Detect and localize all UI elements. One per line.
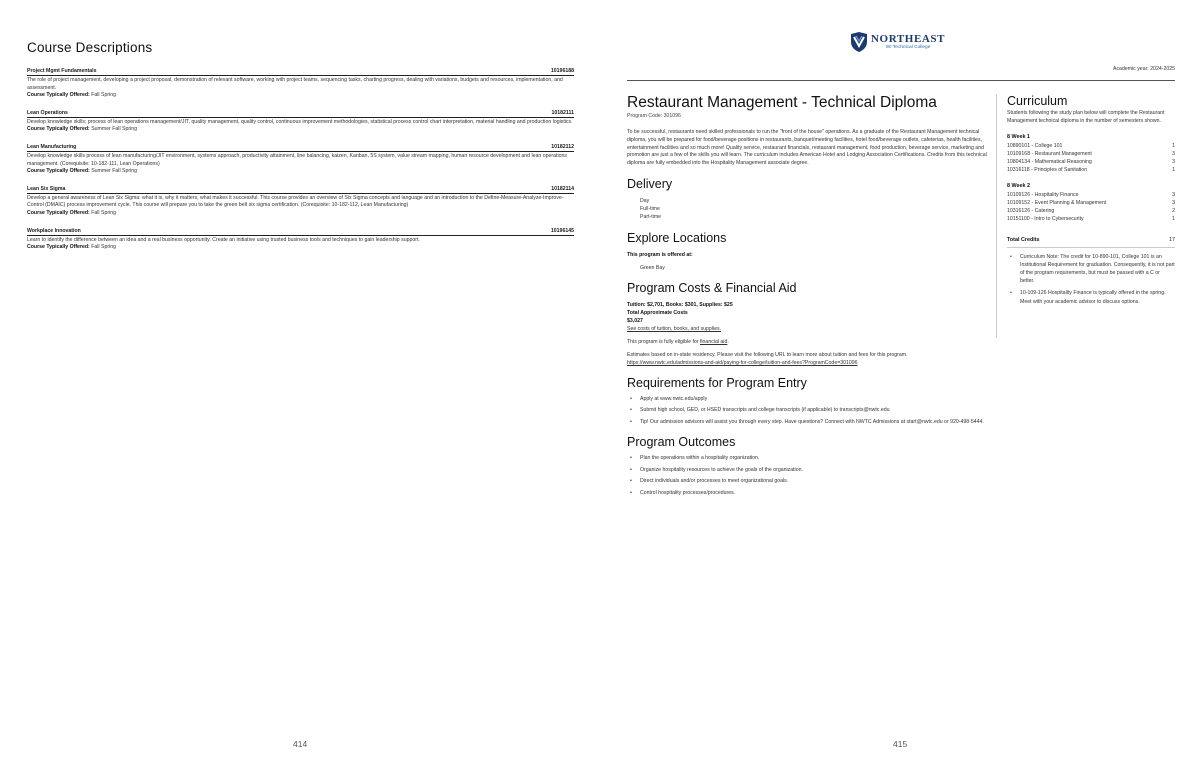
term-heading: 8 Week 1 [1007,134,1030,140]
curriculum-notes [1007,253,1175,306]
estimates-note: Estimates based on in-state residency. Please visit the following URL to learn more about tuition and fees for this program. [627,351,908,358]
curriculum-intro: Students following the study plan below will complete the Restaurant Management technical diploma in the number of semesters shown. [1007,110,1165,124]
financial-aid-link[interactable]: financial aid [699,338,728,345]
course-credits: 1 [1172,216,1175,223]
curriculum-heading: Curriculum [1007,94,1068,108]
requirements-heading: Requirements for Program Entry [627,375,807,390]
offered-terms: Fall Spring [91,92,116,99]
curriculum-note: • 10-109-126 Hospitality Finance is typically offered in the spring. Meet with your academic advisor to discuss options. [1007,289,1175,305]
course-code: 10182111 [551,109,574,116]
course-credits: 3 [1172,191,1175,198]
course-header [27,186,574,194]
curriculum-course-row [1007,158,1175,166]
requirement-item: • Tip! Our admission advisors will assist you through every step. Have questions? Connect with NWTC Admissions at start@nwtc.edu or 920-498-5444. [627,419,987,427]
course-offered [27,168,574,176]
course-offered [27,210,574,218]
delivery-item: Day [640,197,650,204]
course-header [27,144,574,152]
course-title: 10109126 - Hospitality Finance [1007,191,1079,198]
course-offered [27,244,574,252]
requirement-item: • Apply at www.nwtc.edu/apply [627,396,987,404]
college-logo [850,31,945,53]
curriculum-note: • Curriculum Note: The credit for 10-890-101, College 101 is an Institutional Requirement for graduation. Consequently, it is not part of the program requirements, but must be passed with a C or better. [1007,253,1175,286]
course-name: Project Mgmt Fundamentals [27,68,97,74]
course-title: 10316126 - Catering [1007,208,1055,215]
course-list [27,68,574,262]
course-name: Workplace Innovation [27,227,81,234]
course-header [27,228,574,236]
outcome-item: • Organize hospitality resources to achieve the goals of the organization. [627,467,987,475]
total-costs-label: Total Approximate Costs [627,309,688,316]
requirements-list [627,396,987,427]
costs-breakdown: Tuition: $2,701, Books: $301, Supplies: $25 [627,301,733,308]
curriculum-course-row [1007,199,1175,207]
course-entry [27,144,574,176]
right-page [600,0,1200,776]
curriculum-course-row [1007,150,1175,158]
course-entry [27,68,574,100]
course-description: The role of project management, developing a project proposal, demonstration of relevant software, working with project teams, sequencing tasks, charting progress, dealing with variations, budgets and resources, implementation, and assessment. [27,77,563,91]
course-credits: 1 [1172,142,1175,149]
course-description: Learn to identify the difference between an idea and a real business opportunity. Create an initiative using trusted business tools and techniques to gain leadership support. [27,236,420,243]
course-description: Develop knowledge skills; process of lean operations management/JIT, quality management, quality control, continuous improvement methodologies, statistical process control chart interpretation, material handling and production logistics. [27,118,573,125]
delivery-heading: Delivery [627,176,673,191]
delivery-item: Full-time [640,206,660,213]
course-credits: 2 [1172,208,1175,215]
total-credits-label: Total Credits [1007,236,1040,243]
page-title: Course Descriptions [27,40,153,55]
offered-label: Course Typically Offered: [27,244,90,251]
course-description: Develop a general awareness of Lean Six Sigma: what it is, why it matters, what makes it successful. This course provides an overview of Six Sigma concepts and language and an introduction to the Define-Measure-Analyze-Improve-Control (DMAIC) process improvement cycle. This course will prepare you to take the green belt six sigma certification. (Corequisite: 10-182-112, Lean Manufacturing) [27,194,564,209]
delivery-list [640,197,987,222]
financial-aid-suffix: . [727,338,729,345]
course-name: Lean Manufacturing [27,143,77,150]
delivery-item: Part-time [640,214,662,221]
offered-terms: Fall Spring [91,244,116,251]
course-title: 10109152 - Event Planning & Management [1007,200,1107,207]
offered-label: Course Typically Offered: [27,92,90,99]
course-offered [27,92,574,100]
costs-heading: Program Costs & Financial Aid [627,280,797,295]
locations-list [640,264,987,272]
outcome-item: • Control hospitality processes/procedures. [627,490,987,498]
costs-link[interactable]: See costs of tuition, books, and supplies. [627,325,722,332]
outcomes-heading: Program Outcomes [627,435,736,450]
financial-aid-prefix: This program is fully eligible for [627,338,700,345]
locations-heading: Explore Locations [627,230,727,245]
outcomes-list [627,455,987,497]
course-title: 10804134 - Mathematical Reasoning [1007,158,1092,165]
course-entry [27,228,574,252]
total-costs-value: $3,027 [627,317,643,324]
tuition-url-link[interactable]: https://www.nwtc.edu/admissions-and-aid/paying-for-college/tuition-and-fees?ProgramCode=301096 [627,359,858,366]
course-description: Develop knowledge skills process of lean manufacturing/JIT environment, systems approach, productivity attainment, line balancing, kaizen, Kanban, 5S system, value stream mapping, human resource development and lean operations management. (Corequisite: 10-182-111, Lean Operations) [27,152,567,167]
term-heading: 8 Week 2 [1007,183,1030,190]
program-code: Program Code: 301096 [627,113,681,119]
offered-label: Course Typically Offered: [27,168,90,175]
shield-logo-icon [850,31,868,53]
academic-year: Academic year: 2024-2025 [1113,66,1175,72]
course-credits: 3 [1172,150,1175,157]
program-main-column [627,94,987,501]
total-credits-row [1007,236,1175,248]
course-credits: 3 [1172,200,1175,207]
program-intro: To be successful, restaurants need skilled professionals to run the "front of the house" operations. As a graduate of the Restaurant Management technical diploma, you will be prepared for food/beverage positions in restaurants, banquet/meeting facilities, hotel food/beverage outlets, cafeterias, health facilities, entertainment facilities and so much more! Quality service, restaurant financials, restaurant management, food production, beverage service, marketing and promotion are just a few of the skills you will learn. The curriculum includes American Hotel and Lodging Association Certifications. Credits from this technical diploma are fully embedded into the Hospitality Management associate degree. [627,129,987,167]
requirement-item: • Submit high school, GED, or HSED transcripts and college transcripts (if applicable) to transcripts@nwtc.edu [627,407,987,415]
course-name: Lean Six Sigma [27,185,66,192]
curriculum-course-row [1007,142,1175,150]
page-number: 415 [893,739,908,749]
financial-aid-line [627,338,987,346]
offered-label: Course Typically Offered: [27,126,90,133]
offered-label: Course Typically Offered: [27,209,90,216]
course-title: 10151100 - Intro to Cybersecurity [1007,216,1084,223]
course-code: 10196188 [550,68,574,74]
logo-name: NORTHEAST [871,32,946,45]
program-title: Restaurant Management - Technical Diploma [627,94,937,111]
course-code: 10182112 [551,143,574,150]
offered-terms: Fall Spring [91,209,116,216]
course-credits: 3 [1172,158,1175,165]
page-number: 414 [293,739,308,749]
logo-text [871,34,945,51]
outcome-item: • Plan the operations within a hospitality organization. [627,455,987,463]
course-title: 10316118 - Principles of Sanitation [1007,167,1088,174]
total-credits-value: 17 [1169,236,1175,243]
course-header [27,68,574,76]
course-name: Lean Operations [27,109,68,116]
course-offered [27,126,574,134]
offered-terms: Summer Fall Spring [91,126,138,133]
course-title: 10890101 - College 101 [1007,142,1063,149]
curriculum-course-row [1007,207,1175,215]
curriculum-course-row [1007,215,1175,223]
logo-subtitle: WI Technical College [885,44,931,50]
course-credits: 1 [1172,167,1175,174]
course-header [27,110,574,118]
header-divider [627,80,1175,81]
locations-label: This program is offered at: [627,251,693,258]
location-item: Green Bay [640,264,665,271]
outcome-item: • Direct individuals and/or processes to meet organizational goals. [627,478,987,486]
course-title: 10109168 - Restaurant Management [1007,150,1092,157]
course-code: 10196145 [550,227,574,234]
course-entry [27,186,574,218]
curriculum-sidebar [996,94,1175,338]
offered-terms: Summer Fall Spring [91,168,138,175]
course-code: 10182114 [551,185,574,192]
curriculum-course-row [1007,166,1175,174]
curriculum-course-row [1007,191,1175,199]
course-entry [27,110,574,134]
